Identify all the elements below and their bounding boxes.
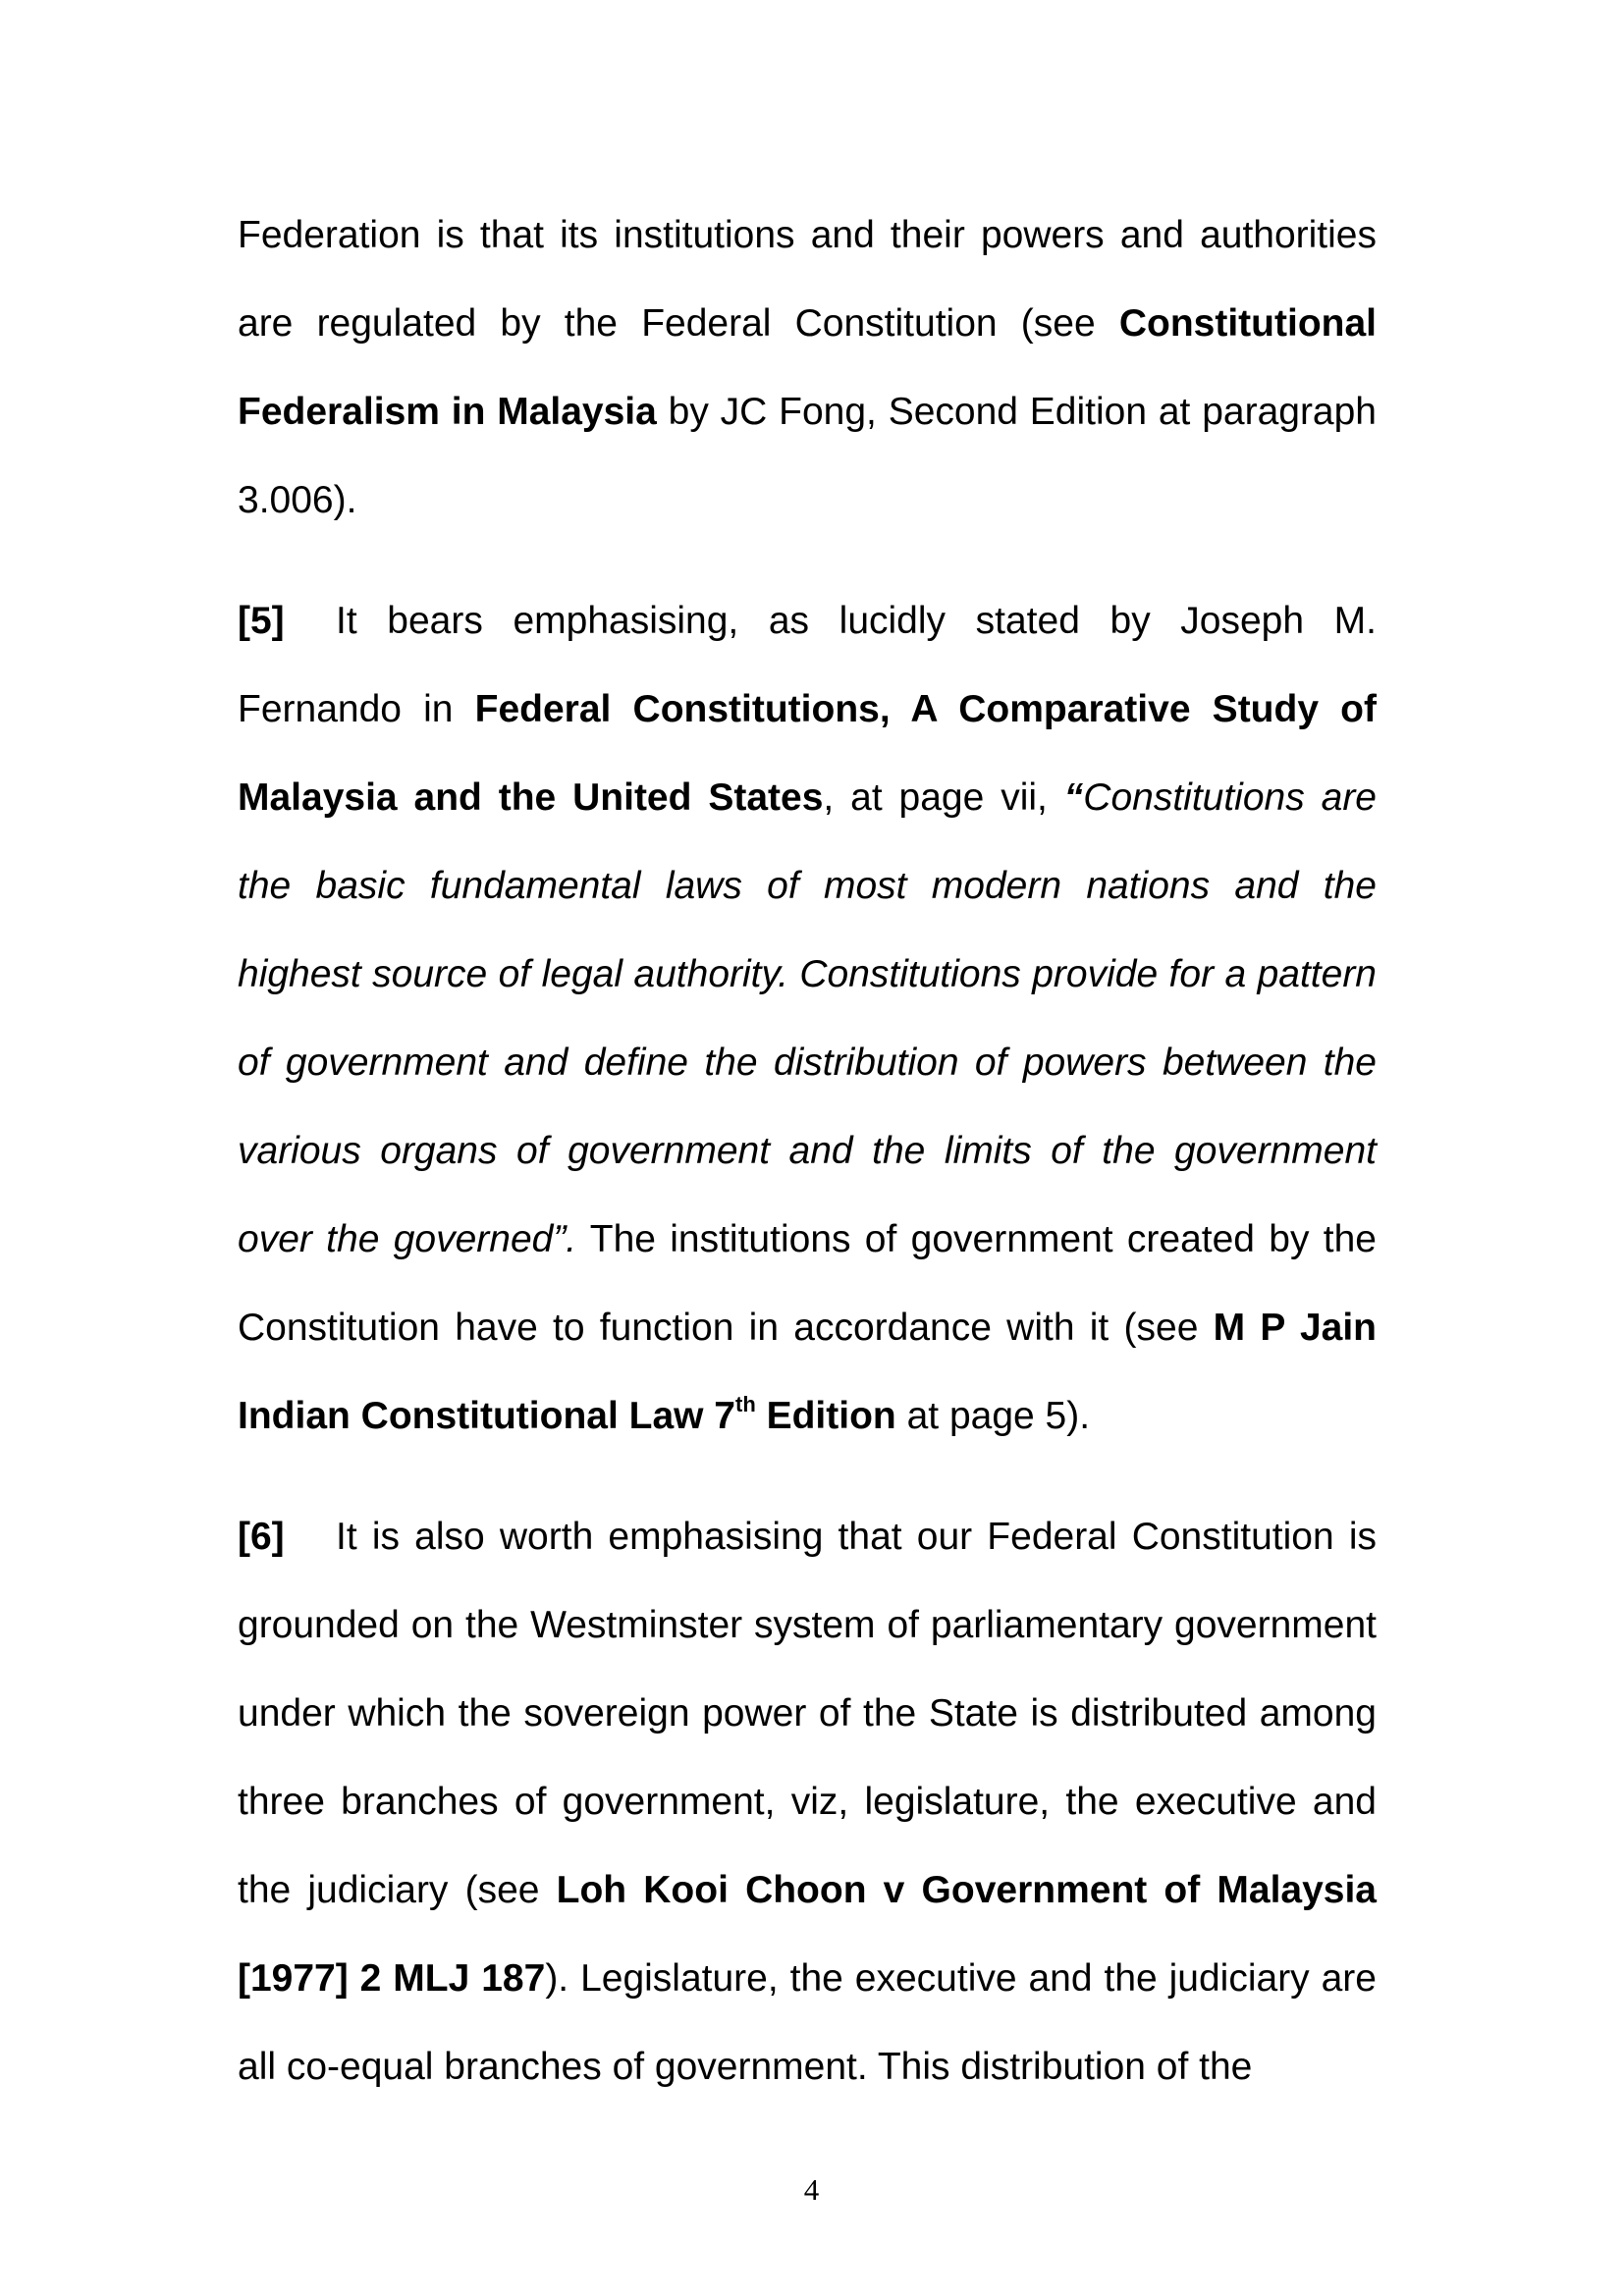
ordinal-suffix: th (735, 1392, 756, 1416)
paragraph-text: ). Legislature, the executive and the judiciary are all co-equal branches of government. This distribution of the (238, 1957, 1377, 2088)
quotation: Constitutions are the basic fundamental laws of most modern nations and the highest source of legal authority. Constitutions provide for a pattern of government and define the distribution of powers between the various organs of government and the limits of the government over the governed”. (238, 776, 1377, 1260)
case-citation: Loh Kooi Choon v Government of Malaysia [1977] 2 MLJ 187 (238, 1869, 1377, 2000)
book-title: M P Jain Indian Constitutional Law 7 (238, 1307, 1377, 1437)
paragraph-text: by JC Fong, Second Edition at paragraph 3.006). (238, 391, 1378, 521)
open-quote: “ (1063, 776, 1084, 819)
paragraph-number: [6] (238, 1516, 285, 1558)
paragraph-text: It is also worth emphasising that our Federal Constitution is grounded on the Westminster system of parliamentary government under which the sovereign power of the State is distributed among three branches of government, viz, legislature, the executive and the judiciary (see (238, 1516, 1377, 1911)
book-title: Constitutional Federalism in Malaysia (238, 302, 1377, 433)
paragraph-text: Federation is that its institutions and their powers and authorities are regulated by the Federal Constitution (see (238, 214, 1377, 345)
paragraph-number: [5] (238, 600, 285, 642)
paragraph-text: , at page vii, (823, 776, 1064, 819)
paragraph-text: at page 5). (895, 1395, 1091, 1437)
paragraph-text: The institutions of government created by the Constitution have to function in accordance with it (see (238, 1218, 1377, 1349)
paragraph-5 (238, 577, 1377, 1461)
book-title: Federal Constitutions, A Comparative Study of Malaysia and the United States (238, 688, 1377, 819)
document-body (238, 191, 1377, 2111)
paragraph-text: It bears emphasising, as lucidly stated by Joseph M. Fernando in (238, 600, 1377, 730)
paragraph-6 (238, 1493, 1377, 2111)
paragraph-continued (238, 191, 1377, 545)
page-number: 4 (803, 2172, 820, 2207)
book-title: Edition (755, 1395, 896, 1437)
